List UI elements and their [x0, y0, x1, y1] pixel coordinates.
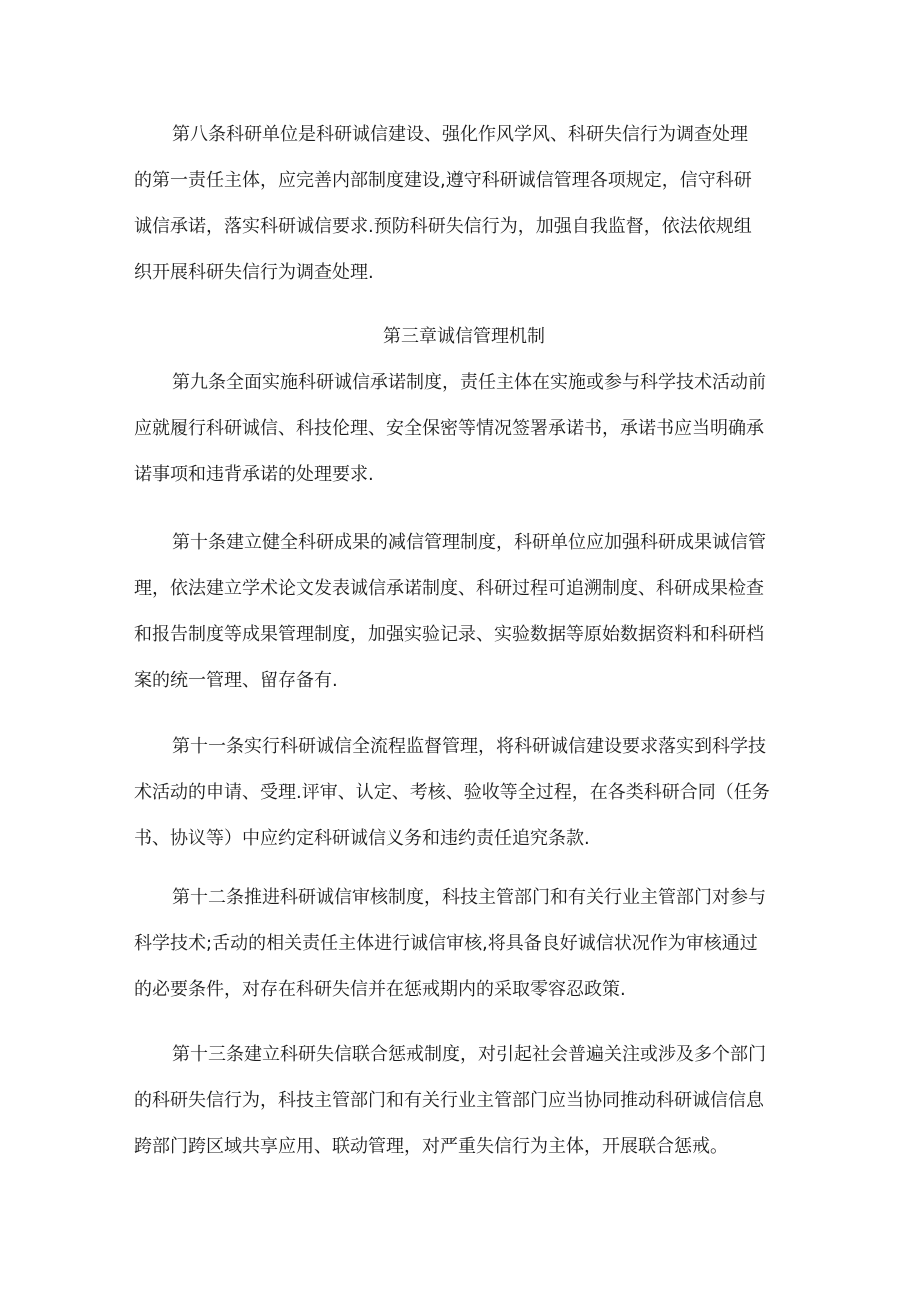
text-line: 第十条建立健全科研成果的减信管理制度，科研单位应加强科研成果诚信管 [172, 532, 766, 553]
text-line: 第十二条推进科研诚信审核制度，科技主管部门和有关行业主管部门对参与 [172, 887, 766, 908]
article-12 [134, 875, 794, 1013]
text-line: 和报告制度等成果管理制度，加强实验记录、实验数据等原始数据资料和科研档 [134, 624, 764, 645]
chapter-heading: 第三章诚信管理机制 [383, 326, 545, 347]
text-line: 第十三条建立科研失信联合惩戒制度，对引起社会普遍关注或涉及多个部门 [172, 1044, 766, 1065]
article-9 [134, 360, 794, 498]
text-line: 案的统一管理、留存备有. [134, 670, 338, 691]
text-line: 第九条全面实施科研诚信承诺制度，责任主体在实施或参与科学技术活动前 [172, 372, 766, 393]
article-11 [134, 724, 794, 862]
text-line: 跨部门跨区域共享应用、联动管理，对严重失信行为主体，开展联合惩戒。 [134, 1136, 728, 1157]
text-line: 理，依法建立学术论文发表诚信承诺制度、科研过程可追溯制度、科研成果检查 [134, 578, 764, 599]
text-line: 诺事项和违背承诺的处理要求. [134, 464, 374, 485]
text-line: 织开展科研失信行为调查处理. [134, 262, 374, 283]
article-10 [134, 520, 794, 704]
text-line: 第十一条实行科研诚信全流程监督管理，将科研诚信建设要求落实到科学技 [172, 736, 766, 757]
text-line: 第八条科研单位是科研诚信建设、强化作风学风、科研失信行为调查处理 [172, 124, 748, 145]
text-line: 的第一责任主体，应完善内部制度建设,遵守科研诚信管理各项规定，信守科研 [134, 170, 752, 191]
text-line: 科学技术;舌动的相关责任主体进行诚信审核,将具备良好诚信状况作为审核通过 [134, 933, 758, 954]
article-13 [134, 1032, 794, 1170]
article-8 [134, 112, 794, 296]
text-line: 诚信承诺，落实科研诚信要求.预防科研失信行为，加强自我监督，依法依规组 [134, 216, 752, 237]
text-line: 书、协议等）中应约定科研诚信义务和违约责任追究条款. [134, 828, 590, 849]
text-line: 应就履行科研诚信、科技伦理、安全保密等情况签署承诺书，承诺书应当明确承 [134, 418, 764, 439]
text-line: 的科研失信行为，科技主管部门和有关行业主管部门应当协同推动科研诚信信息 [134, 1090, 764, 1111]
text-line: 的必要条件，对存在科研失信并在惩戒期内的采取零容忍政策. [134, 979, 626, 1000]
text-line: 术活动的申请、受理.评审、认定、考核、验收等全过程，在各类科研合同（任务 [134, 782, 770, 803]
